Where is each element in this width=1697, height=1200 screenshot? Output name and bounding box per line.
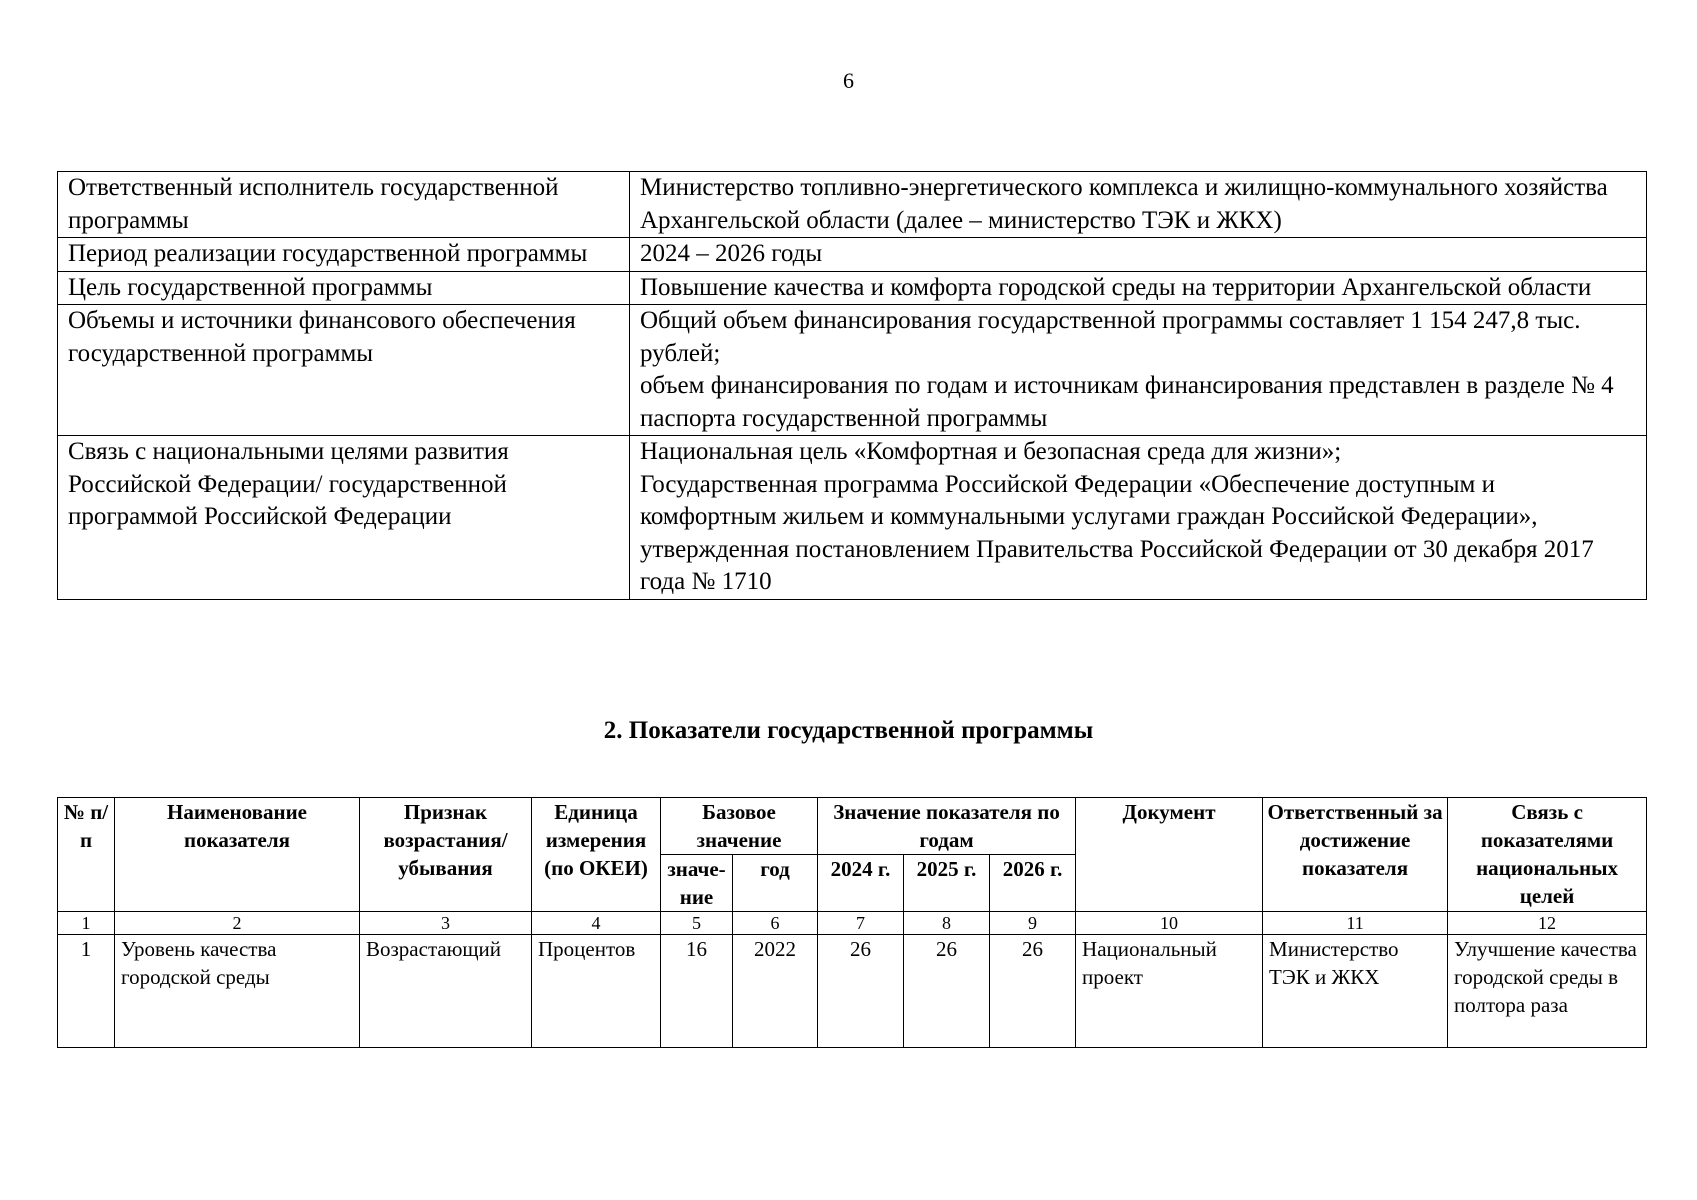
cell-sign: Возрастающий [360, 935, 532, 1048]
cell-2026: 26 [990, 935, 1076, 1048]
header-responsible: Ответственный за достижение показателя [1263, 798, 1448, 912]
passport-table [57, 171, 1647, 600]
column-number: 11 [1263, 912, 1448, 935]
passport-label: Цель государственной программы [58, 271, 630, 305]
section-title: 2. Показатели государственной программы [603, 717, 1094, 744]
header-2026: 2026 г. [990, 855, 1076, 912]
passport-row-national-goals [58, 436, 1647, 600]
column-number: 4 [532, 912, 661, 935]
passport-label: Объемы и источники финансового обеспечения государственной программы [58, 305, 630, 436]
header-document: Документ [1076, 798, 1263, 912]
column-number: 9 [990, 912, 1076, 935]
column-number: 6 [733, 912, 818, 935]
cell-name: Уровень качества городской среды [115, 935, 360, 1048]
cell-2024: 26 [818, 935, 904, 1048]
header-unit: Единица измерения (по ОКЕИ) [532, 798, 661, 912]
header-num: № п/п [58, 798, 115, 912]
cell-num: 1 [58, 935, 115, 1048]
passport-label: Ответственный исполнитель государственной программы [58, 172, 630, 238]
column-number: 8 [904, 912, 990, 935]
column-number: 7 [818, 912, 904, 935]
header-name: Наименование показателя [115, 798, 360, 912]
passport-value: Повышение качества и комфорта городской среды на территории Архангельской области [630, 271, 1647, 305]
cell-base-year: 2022 [733, 935, 818, 1048]
column-number: 3 [360, 912, 532, 935]
passport-value [630, 305, 1647, 436]
passport-value-line: Национальная цель «Комфортная и безопасная среда для жизни»; [640, 438, 1342, 465]
passport-value: Министерство топливно-энергетического комплекса и жилищно-коммунального хозяйства Архангельской области (далее – министерство ТЭК и ЖКХ) [630, 172, 1647, 238]
column-number: 2 [115, 912, 360, 935]
table-row [58, 935, 1647, 1048]
header-2025: 2025 г. [904, 855, 990, 912]
cell-2025: 26 [904, 935, 990, 1048]
header-link: Связь с показателями национальных целей [1448, 798, 1647, 912]
column-number: 10 [1076, 912, 1263, 935]
indicators-table [57, 797, 1647, 1048]
column-number: 1 [58, 912, 115, 935]
header-2024: 2024 г. [818, 855, 904, 912]
header-sign: Признак возрастания/ убывания [360, 798, 532, 912]
page-number: 6 [843, 68, 854, 93]
cell-responsible: Министерство ТЭК и ЖКХ [1263, 935, 1448, 1048]
header-row [58, 798, 1647, 855]
header-base-value: значе-ние [661, 855, 733, 912]
passport-value-line: Государственная программа Российской Федерации «Обеспечение доступным и комфортным жильем и коммунальными услугами граждан Российской Федерации», утвержденная постановлением Правительства Российской Федерации от 30 декабря 2017 года № 1710 [640, 470, 1594, 595]
passport-row-goal [58, 271, 1647, 305]
column-number-row [58, 912, 1647, 935]
passport-label: Период реализации государственной программы [58, 238, 630, 272]
header-base: Базовое значение [661, 798, 818, 855]
passport-row-responsible [58, 172, 1647, 238]
column-number: 12 [1448, 912, 1647, 935]
passport-value: 2024 – 2026 годы [630, 238, 1647, 272]
cell-document: Национальный проект [1076, 935, 1263, 1048]
cell-link: Улучшение качества городской среды в полтора раза [1448, 935, 1647, 1048]
header-values-by-year: Значение показателя по годам [818, 798, 1076, 855]
passport-value-line: Общий объем финансирования государственной программы составляет 1 154 247,8 тыс. рублей; [640, 307, 1581, 367]
passport-value [630, 436, 1647, 600]
passport-row-financing [58, 305, 1647, 436]
passport-value-line: объем финансирования по годам и источникам финансирования представлен в разделе № 4 паспорта государственной программы [640, 372, 1614, 432]
header-base-year: год [733, 855, 818, 912]
cell-unit: Процентов [532, 935, 661, 1048]
passport-label: Связь с национальными целями развития Российской Федерации/ государственной программой Российской Федерации [58, 436, 630, 600]
passport-row-period [58, 238, 1647, 272]
column-number: 5 [661, 912, 733, 935]
cell-base-value: 16 [661, 935, 733, 1048]
